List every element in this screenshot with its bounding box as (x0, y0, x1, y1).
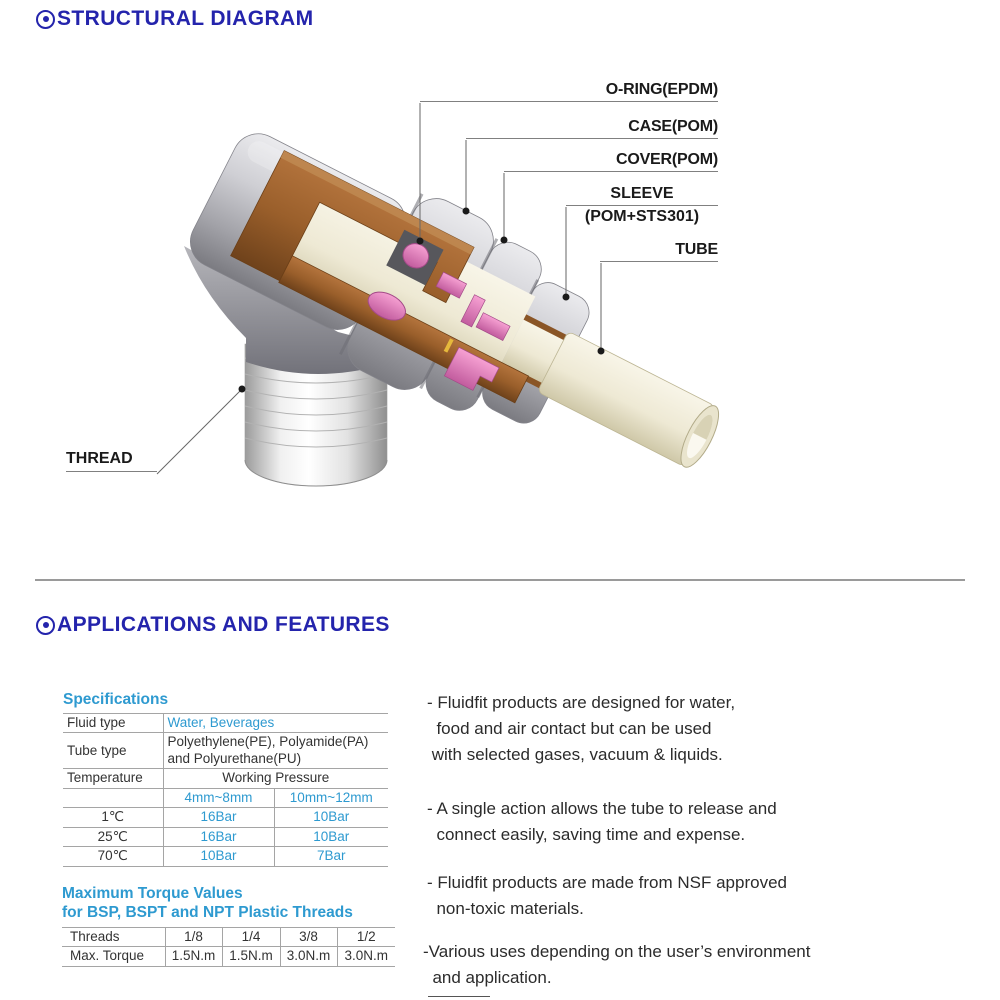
torque-title-line1: Maximum Torque Values (62, 885, 243, 902)
temp-2: 25℃ (63, 827, 163, 846)
label-o-ring: O-RING(EPDM) (420, 81, 718, 102)
torque-value-4: 3.0N.m (337, 947, 395, 966)
max-torque-label: Max. Torque (62, 947, 165, 966)
feature-2-line-1: - A single action allows the tube to release and (427, 799, 777, 818)
label-cover: COVER(POM) (504, 151, 718, 172)
working-pressure-label: Working Pressure (163, 769, 388, 788)
thread-size-1: 1/8 (165, 928, 222, 947)
tube-part (537, 331, 726, 472)
feature-1-line-2: food and air contact but can be used (427, 719, 712, 738)
pressure-1-small: 16Bar (163, 808, 274, 827)
table-row (63, 827, 388, 846)
feature-1-line-3: with selected gases, vacuum & liquids. (427, 745, 723, 764)
torque-value-3: 3.0N.m (280, 947, 337, 966)
structural-diagram-title-text: STRUCTURAL DIAGRAM (57, 7, 314, 30)
table-row (63, 714, 388, 733)
torque-table (62, 927, 395, 967)
table-row (63, 788, 388, 807)
section-bullet-icon-2 (36, 616, 55, 635)
table-row (62, 928, 395, 947)
feature-1-line-1: - Fluidfit products are designed for water, (427, 693, 736, 712)
torque-title-line2: for BSP, BSPT and NPT Plastic Threads (62, 904, 353, 921)
specifications-title: Specifications (63, 691, 169, 708)
pressure-2-large: 10Bar (274, 827, 388, 846)
feature-item-4 (423, 939, 983, 991)
torque-value-2: 1.5N.m (222, 947, 280, 966)
specifications-block (63, 690, 396, 867)
tube-type-label: Tube type (63, 733, 163, 769)
label-case: CASE(POM) (466, 118, 718, 139)
applications-title-text: APPLICATIONS AND FEATURES (57, 613, 390, 636)
table-row (63, 733, 388, 769)
pressure-2-small: 16Bar (163, 827, 274, 846)
section-divider (35, 579, 965, 581)
feature-2-line-2: connect easily, saving time and expense. (427, 825, 746, 844)
threads-label: Threads (62, 928, 165, 947)
fluid-type-value: Water, Beverages (163, 714, 388, 733)
label-tube: TUBE (600, 241, 718, 262)
table-row (63, 847, 388, 866)
pressure-1-large: 10Bar (274, 808, 388, 827)
label-sleeve (566, 185, 718, 226)
thread-size-3: 3/8 (280, 928, 337, 947)
torque-value-1: 1.5N.m (165, 947, 222, 966)
label-sleeve-line1: SLEEVE (566, 185, 718, 206)
table-row (63, 808, 388, 827)
pressure-3-small: 10Bar (163, 847, 274, 866)
thread-size-4: 1/2 (337, 928, 395, 947)
specifications-table (63, 713, 388, 867)
feature-item-1 (427, 690, 987, 768)
thread-size-2: 1/4 (222, 928, 280, 947)
table-row (62, 947, 395, 966)
torque-block (62, 884, 402, 967)
pressure-3-large: 7Bar (274, 847, 388, 866)
temp-3: 70℃ (63, 847, 163, 866)
size-col-1: 4mm~8mm (163, 788, 274, 807)
feature-4-line-1: -Various uses depending on the user’s environment (423, 942, 811, 961)
label-thread: THREAD (66, 450, 157, 472)
temperature-label: Temperature (63, 769, 163, 788)
applications-title (36, 613, 390, 637)
feature-3-line-2: non-toxic materials. (427, 899, 584, 918)
fluid-type-label: Fluid type (63, 714, 163, 733)
feature-item-3 (427, 870, 987, 922)
tube-type-value: Polyethylene(PE), Polyamide(PA) and Polyurethane(PU) (163, 733, 388, 769)
bottom-partial-divider (428, 996, 490, 997)
table-row (63, 769, 388, 788)
empty-cell (63, 788, 163, 807)
temp-1: 1℃ (63, 808, 163, 827)
feature-3-line-1: - Fluidfit products are made from NSF approved (427, 873, 787, 892)
feature-4-line-2: and application. (423, 968, 552, 987)
feature-item-2 (427, 796, 987, 848)
size-col-2: 10mm~12mm (274, 788, 388, 807)
label-sleeve-line2: (POM+STS301) (584, 208, 700, 225)
